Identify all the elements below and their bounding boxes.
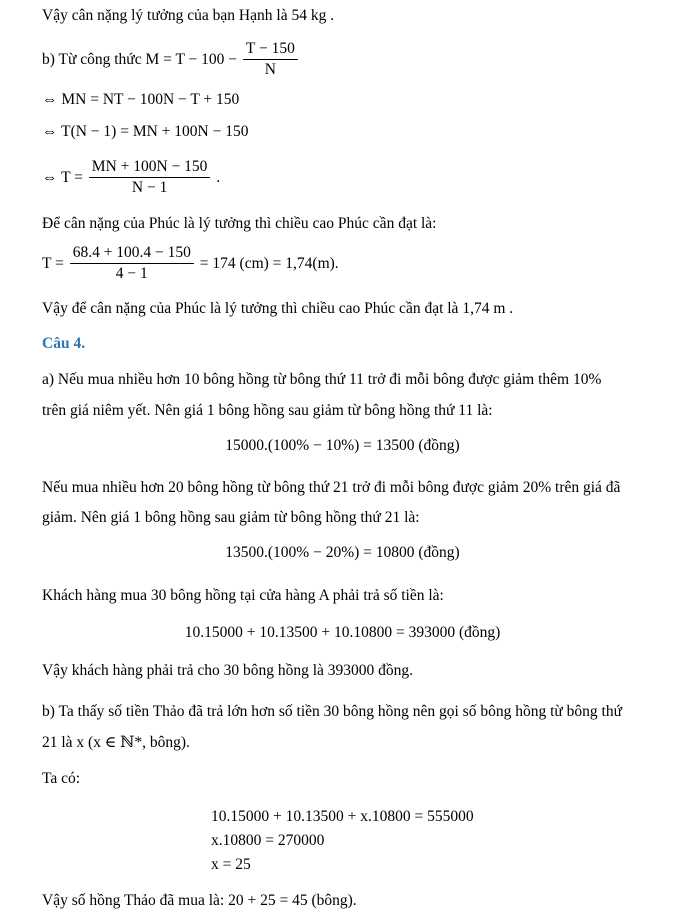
system-equation-line: x = 25 [211, 856, 251, 873]
fraction [89, 158, 211, 197]
text-line: Ta có: [42, 770, 81, 787]
text-line: Để cân nặng của Phúc là lý tưởng thì chiều cao Phúc cần đạt là: [42, 215, 437, 232]
formula-suffix: . [216, 168, 221, 186]
system-equation-line: x.10800 = 270000 [211, 832, 325, 849]
fraction-denominator: 4 − 1 [115, 265, 148, 282]
formula-suffix: = 174 (cm) = 1,74(m). [199, 254, 339, 272]
centered-equation: 13500.(100% − 20%) = 10800 (đồng) [225, 544, 460, 561]
text-line: Vậy cân nặng lý tưởng của bạn Hạnh là 54 kg . [42, 7, 335, 24]
formula-line [42, 158, 220, 197]
formula-prefix: T = [42, 254, 64, 272]
text-line: Vậy khách hàng phải trả cho 30 bông hồng là 393000 đồng. [42, 662, 414, 679]
text-line: a) Nếu mua nhiều hơn 10 bông hồng từ bông thứ 11 trở đi mỗi bông được giảm thêm 10% [42, 371, 602, 388]
fraction-numerator: 68.4 + 100.4 − 150 [70, 244, 194, 264]
text-line: trên giá niêm yết. Nên giá 1 bông hồng sau giảm từ bông hồng thứ 11 là: [42, 402, 493, 419]
text-line: giảm. Nên giá 1 bông hồng sau giảm từ bông hồng thứ 21 là: [42, 509, 420, 526]
text-line: Khách hàng mua 30 bông hồng tại cửa hàng A phải trả số tiền là: [42, 587, 444, 604]
fraction [243, 40, 298, 79]
fraction [70, 244, 194, 283]
centered-equation: 10.15000 + 10.13500 + 10.10800 = 393000 (đồng) [184, 624, 501, 641]
formula-line [42, 244, 339, 283]
section-heading: Câu 4. [42, 335, 86, 352]
fraction-denominator: N − 1 [131, 179, 168, 196]
fraction-numerator: T − 150 [243, 40, 298, 60]
text-line: b) Ta thấy số tiền Thảo đã trả lớn hơn số tiền 30 bông hồng nên gọi số bông hồng từ bông thứ [42, 703, 623, 720]
centered-equation: 15000.(100% − 10%) = 13500 (đồng) [225, 437, 460, 454]
formula-line: ⇔ T(N − 1) = MN + 100N − 150 [42, 123, 249, 140]
formula-line [42, 40, 300, 79]
fraction-numerator: MN + 100N − 150 [89, 158, 211, 178]
text-line: Nếu mua nhiều hơn 20 bông hồng từ bông thứ 21 trở đi mỗi bông được giảm 20% trên giá đã [42, 479, 621, 496]
system-equation-line: 10.15000 + 10.13500 + x.10800 = 555000 [211, 808, 474, 825]
text-line: Vậy số hồng Thảo đã mua là: 20 + 25 = 45 (bông). [42, 892, 357, 909]
formula-prefix: b) Từ công thức M = T − 100 − [42, 50, 238, 68]
formula-prefix: ⇔ T = [42, 168, 83, 186]
fraction-denominator: N [264, 61, 276, 78]
text-line: 21 là x (x ∈ ℕ*, bông). [42, 734, 190, 751]
text-line: Vậy để cân nặng của Phúc là lý tưởng thì chiều cao Phúc cần đạt là 1,74 m . [42, 300, 514, 317]
formula-line: ⇔ MN = NT − 100N − T + 150 [42, 91, 240, 108]
